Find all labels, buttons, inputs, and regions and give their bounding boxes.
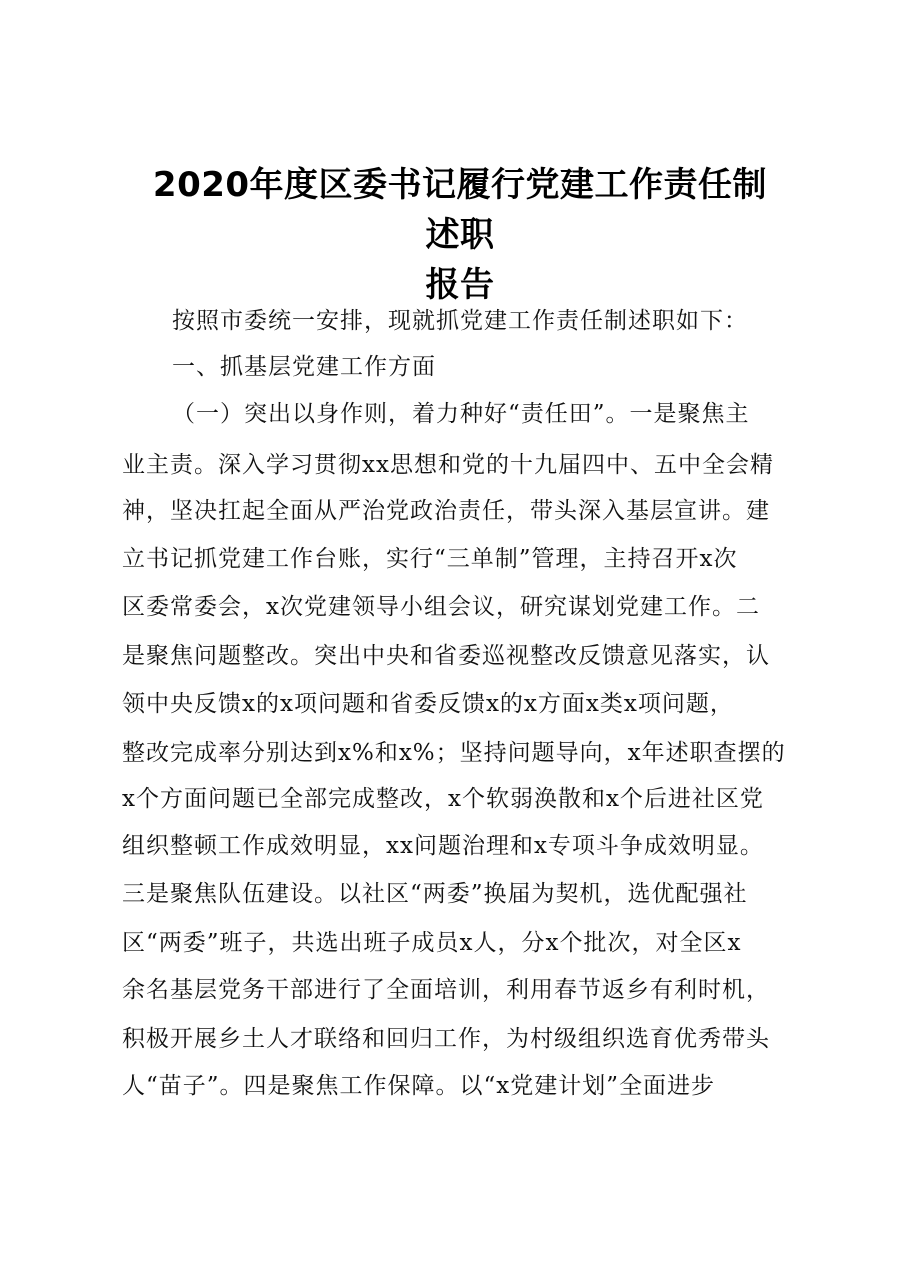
paragraph-line: 立书记抓党建工作台账，实行“三单制”管理，主持召开x次 bbox=[122, 546, 738, 572]
paragraph-line: 区委常委会，x次党建领导小组会议，研究谋划党建工作。二 bbox=[122, 594, 760, 620]
paragraph-line: （一）突出以身作则，着力种好“责任田”。一是聚焦主 bbox=[172, 401, 750, 427]
paragraph-line: 是聚焦问题整改。突出中央和省委巡视整改反馈意见落实，认 bbox=[122, 643, 770, 669]
paragraph-line: 神，坚决扛起全面从严治党政治责任，带头深入基层宣讲。建 bbox=[122, 498, 770, 524]
title-line-1: 2020年度区委书记履行党建工作责任制述职 bbox=[152, 165, 768, 255]
paragraph-line: 余名基层党务干部进行了全面培训，利用春节返乡有利时机， bbox=[122, 977, 770, 1003]
paragraph-line: 组织整顿工作成效明显，xx问题治理和x专项斗争成效明显。 bbox=[122, 833, 764, 859]
paragraph-line: 积极开展乡土人才联络和回归工作，为村级组织选育优秀带头 bbox=[122, 1026, 770, 1052]
document-title bbox=[150, 160, 770, 310]
paragraph-line: 区“两委”班子，共选出班子成员x人，分x个批次，对全区x bbox=[122, 930, 742, 956]
paragraph-line: x个方面问题已全部完成整改，x个软弱涣散和x个后进社区党 bbox=[122, 786, 764, 812]
section-heading: 一、抓基层党建工作方面 bbox=[172, 354, 436, 380]
paragraph-line: 业主责。深入学习贯彻xx思想和党的十九届四中、五中全会精 bbox=[122, 452, 774, 478]
paragraph-line: 三是聚焦队伍建设。以社区“两委”换届为契机，选优配强社 bbox=[122, 881, 748, 907]
paragraph-line: 领中央反馈x的x项问题和省委反馈x的x方面x类x项问题， bbox=[122, 691, 734, 717]
title-line-2: 报告 bbox=[425, 265, 495, 305]
paragraph-line: 人“苗子”。四是聚焦工作保障。以“x党建计划”全面进步 bbox=[122, 1073, 716, 1099]
intro-text: 按照市委统一安排，现就抓党建工作责任制述职如下： bbox=[172, 308, 748, 334]
paragraph-line: 整改完成率分别达到x%和x%；坚持问题导向，x年述职查摆的 bbox=[122, 740, 786, 766]
